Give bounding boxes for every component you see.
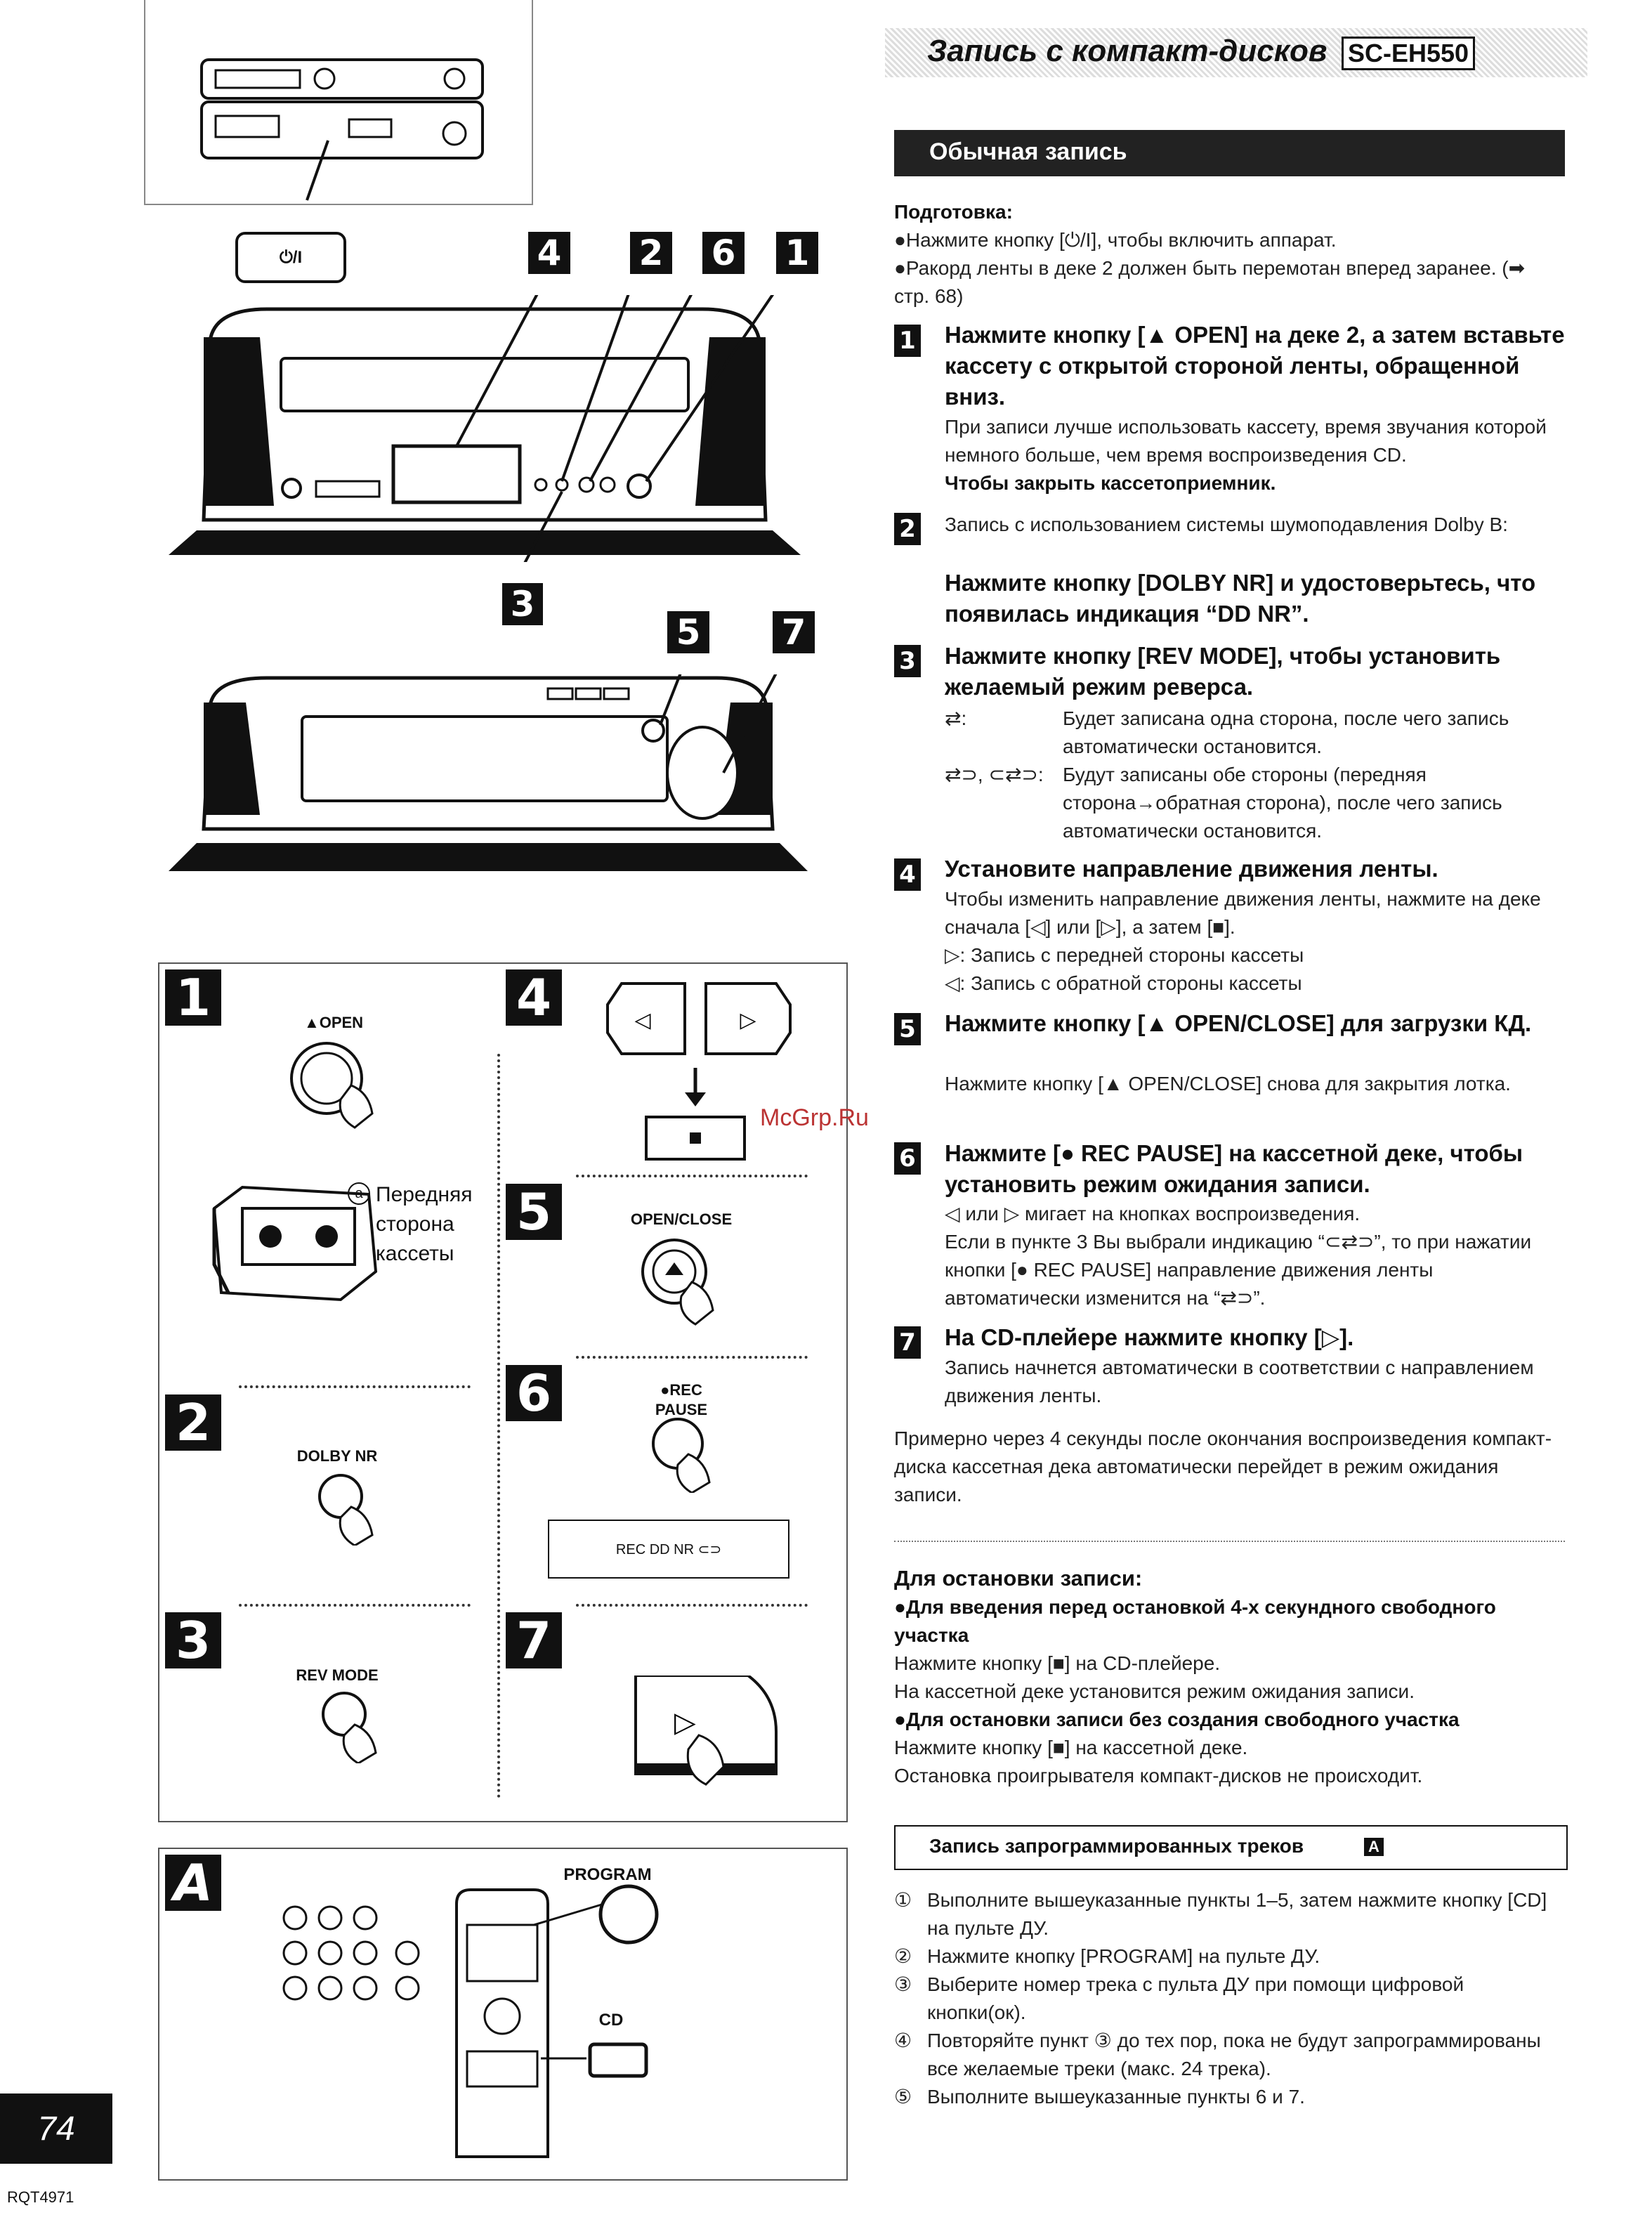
callout-2: 2 xyxy=(630,232,672,274)
document-code: RQT4971 xyxy=(7,2188,74,2206)
stop-bullet-2-line-1: Нажмите кнопку [■] на кассетной деке. xyxy=(894,1737,1248,1758)
direction-buttons[interactable] xyxy=(601,976,797,1173)
program-item-5-text: Выполните вышеуказанные пункты 6 и 7. xyxy=(927,2086,1305,2108)
step-2-intro: Запись с использованием системы шумоподавления Dolby B: xyxy=(945,514,1508,535)
after-note: Примерно через 4 секунды после окончания воспроизведения компакт-диска кассетная дека автоматически перейдет в режим ожидания записи. xyxy=(894,1428,1552,1505)
callout-4: 4 xyxy=(528,232,570,274)
open-button[interactable] xyxy=(284,1036,404,1135)
stop-bullet-2-title: ●Для остановки записи без создания свободного участка xyxy=(894,1709,1460,1730)
dolby-nr-label: DOLBY NR xyxy=(296,1447,378,1465)
power-button-label: ⏻/I xyxy=(279,247,303,267)
svg-text:◁: ◁ xyxy=(634,1008,651,1033)
cd-play-button[interactable] xyxy=(629,1676,797,1798)
panel-2-number: 2 xyxy=(165,1394,221,1451)
power-button[interactable] xyxy=(235,232,346,283)
model-badge: SC-EH550 xyxy=(1342,37,1475,70)
rec-pause-label: ●REC PAUSE xyxy=(655,1381,708,1418)
separator xyxy=(894,1541,1565,1542)
step-1-number: 1 xyxy=(894,325,921,357)
rev-mode-label: REV MODE xyxy=(296,1666,379,1684)
step-7-number: 7 xyxy=(894,1326,921,1359)
step-3-number: 3 xyxy=(894,645,921,677)
stop-bullet-1-title: ●Для введения перед остановкой 4-х секундного свободного участка xyxy=(894,1596,1496,1646)
callout-5: 5 xyxy=(667,611,709,653)
page-title: Запись с компакт-дисков xyxy=(927,34,1328,68)
watermark: McGrp.Ru xyxy=(760,1104,869,1131)
cassette-deck-illustration xyxy=(169,295,801,562)
program-item-4-text: Повторяйте пункт ③ до тех пор, пока не будут запрограммированы все желаемые треки (макс. 24 трека). xyxy=(927,2030,1541,2079)
step-5-text: Нажмите кнопку [▲ OPEN/CLOSE] снова для закрытия лотка. xyxy=(945,1073,1511,1095)
panel-5-number: 5 xyxy=(506,1184,562,1240)
step-1-bold: Чтобы закрыть кассетоприемник. xyxy=(945,472,1276,494)
program-section-box xyxy=(894,1825,1568,1870)
panel-3-number: 3 xyxy=(165,1612,221,1668)
panel-divider xyxy=(497,1054,500,1798)
cassette-note-marker: a xyxy=(348,1182,370,1205)
open-close-label: OPEN/CLOSE xyxy=(630,1210,733,1228)
step-2-title: Нажмите кнопку [DOLBY NR] и удостоверьтесь, что появилась индикация “DD NR”. xyxy=(945,570,1536,627)
step-4-front: ▷: Запись с передней стороны кассеты xyxy=(945,944,1304,966)
panel-6-number: 6 xyxy=(506,1365,562,1421)
panel-7-number: 7 xyxy=(506,1612,562,1668)
callout-7: 7 xyxy=(773,611,815,653)
step-5-title: Нажмите кнопку [▲ OPEN/CLOSE] для загрузки КД. xyxy=(945,1010,1532,1036)
section-title-bar xyxy=(894,130,1565,176)
deck-display-text: REC DD NR ⊂⊃ xyxy=(615,1541,722,1557)
panel-divider-h2 xyxy=(239,1385,471,1388)
step-5-number: 5 xyxy=(894,1013,921,1045)
stop-bullet-2-line-2: Остановка проигрывателя компакт-дисков не происходит. xyxy=(894,1765,1423,1786)
stop-title: Для остановки записи: xyxy=(894,1566,1143,1590)
step-3-mode-1-text: Будет записана одна сторона, после чего запись автоматически остановится. xyxy=(1063,707,1509,757)
step-6-note: Если в пункте 3 Вы выбрали индикацию “⊂⇄⊃”, то при нажатии кнопки [● REC PAUSE] направление движения ленты автоматически изменится на “⇄⊃”. xyxy=(945,1231,1532,1309)
step-4-title: Установите направление движения ленты. xyxy=(945,856,1438,882)
page-number: 74 xyxy=(37,2110,75,2148)
callout-3: 3 xyxy=(502,583,543,625)
program-item-1-text: Выполните вышеуказанные пункты 1–5, затем нажмите кнопку [CD] на пульте ДУ. xyxy=(927,1889,1547,1939)
stop-bullet-1-line-2: На кассетной деке установится режим ожидания записи. xyxy=(894,1680,1415,1702)
program-item-2-text: Нажмите кнопку [PROGRAM] на пульте ДУ. xyxy=(927,1945,1320,1967)
step-4-number: 4 xyxy=(894,858,921,891)
step-6-title: Нажмите [● REC PAUSE] на кассетной деке, чтобы установить режим ожидания записи. xyxy=(945,1140,1523,1197)
rev-mode-button[interactable] xyxy=(316,1686,407,1763)
rec-pause-button[interactable] xyxy=(646,1416,738,1493)
panel-4-number: 4 xyxy=(506,969,562,1026)
open-close-button[interactable] xyxy=(636,1233,741,1331)
step-4-back: ◁: Запись с обратной стороны кассеты xyxy=(945,972,1302,994)
program-section-title: Запись запрограммированных треков xyxy=(929,1835,1304,1857)
panel-a-badge: A xyxy=(165,1855,221,1911)
program-item-1-number: ① xyxy=(894,1889,912,1911)
callout-1: 1 xyxy=(776,232,818,274)
cd-player-illustration xyxy=(169,674,815,885)
panel-divider-h5 xyxy=(576,1175,808,1177)
panel-1-number: 1 xyxy=(165,969,221,1026)
step-4-text: Чтобы изменить направление движения ленты, нажмите на деке сначала [◁] или [▷], а затем [■]. xyxy=(945,888,1541,938)
step-6-number: 6 xyxy=(894,1142,921,1175)
step-7-title: На CD-плейере нажмите кнопку [▷]. xyxy=(945,1324,1354,1350)
callout-6: 6 xyxy=(702,232,745,274)
panel-divider-h3 xyxy=(239,1604,471,1607)
prep-item-1: ●Нажмите кнопку [⏻/I], чтобы включить аппарат. xyxy=(894,229,1337,251)
panel-divider-h7 xyxy=(576,1604,808,1607)
program-item-5-number: ⑤ xyxy=(894,2086,912,2108)
svg-text:▷: ▷ xyxy=(674,1706,696,1739)
open-button-label: ▲OPEN xyxy=(303,1014,364,1031)
program-label: PROGRAM xyxy=(563,1865,652,1884)
step-3-mode-1-symbol: ⇄: xyxy=(945,707,967,729)
step-3-mode-2-text: Будут записаны обе стороны (передняя сторона→обратная сторона), после чего запись автоматически остановится. xyxy=(1063,764,1502,842)
svg-text:▷: ▷ xyxy=(740,1008,756,1033)
step-3-mode-2-symbol: ⇄⊃, ⊂⇄⊃: xyxy=(945,764,1044,785)
step-1-title: Нажмите кнопку [▲ OPEN] на деке 2, а затем вставьте кассету с открытой стороной ленты, обращенной вниз. xyxy=(945,322,1565,410)
page-title-bar xyxy=(885,28,1587,77)
deck-display xyxy=(548,1520,789,1579)
section-title: Обычная запись xyxy=(929,138,1127,165)
prep-label: Подготовка: xyxy=(894,201,1013,223)
program-badge: A xyxy=(1364,1838,1384,1856)
stop-bullet-1-line-1: Нажмите кнопку [■] на CD-плейере. xyxy=(894,1652,1221,1674)
cassette-note: Передняя сторона кассеты xyxy=(376,1183,473,1265)
program-item-3-text: Выберите номер трека с пульта ДУ при помощи цифровой кнопки(ок). xyxy=(927,1973,1464,2023)
step-7-text: Запись начнется автоматически в соответствии с направлением движения ленты. xyxy=(945,1357,1534,1406)
program-item-3-number: ③ xyxy=(894,1973,912,1995)
system-thumbnail xyxy=(144,0,533,205)
stereo-system-icon xyxy=(145,0,532,204)
number-keypad[interactable] xyxy=(274,1897,457,2023)
step-1-text: При записи лучше использовать кассету, время звучания которой немного больше, чем время воспроизведения CD. xyxy=(945,416,1547,466)
step-2-number: 2 xyxy=(894,513,921,545)
step-3-title: Нажмите кнопку [REV MODE], чтобы установить желаемый режим реверса. xyxy=(945,643,1501,700)
page-number-box xyxy=(0,2093,112,2164)
panel-divider-h6 xyxy=(576,1356,808,1359)
cd-label: CD xyxy=(598,2011,624,2030)
program-item-2-number: ② xyxy=(894,1945,912,1967)
step-6-blink: ◁ или ▷ мигает на кнопках воспроизведения. xyxy=(945,1203,1361,1224)
program-item-4-number: ④ xyxy=(894,2030,912,2051)
dolby-nr-button[interactable] xyxy=(313,1468,404,1546)
prep-item-2: ●Ракорд ленты в деке 2 должен быть перемотан вперед заранее. (➡ стр. 68) xyxy=(894,257,1526,307)
